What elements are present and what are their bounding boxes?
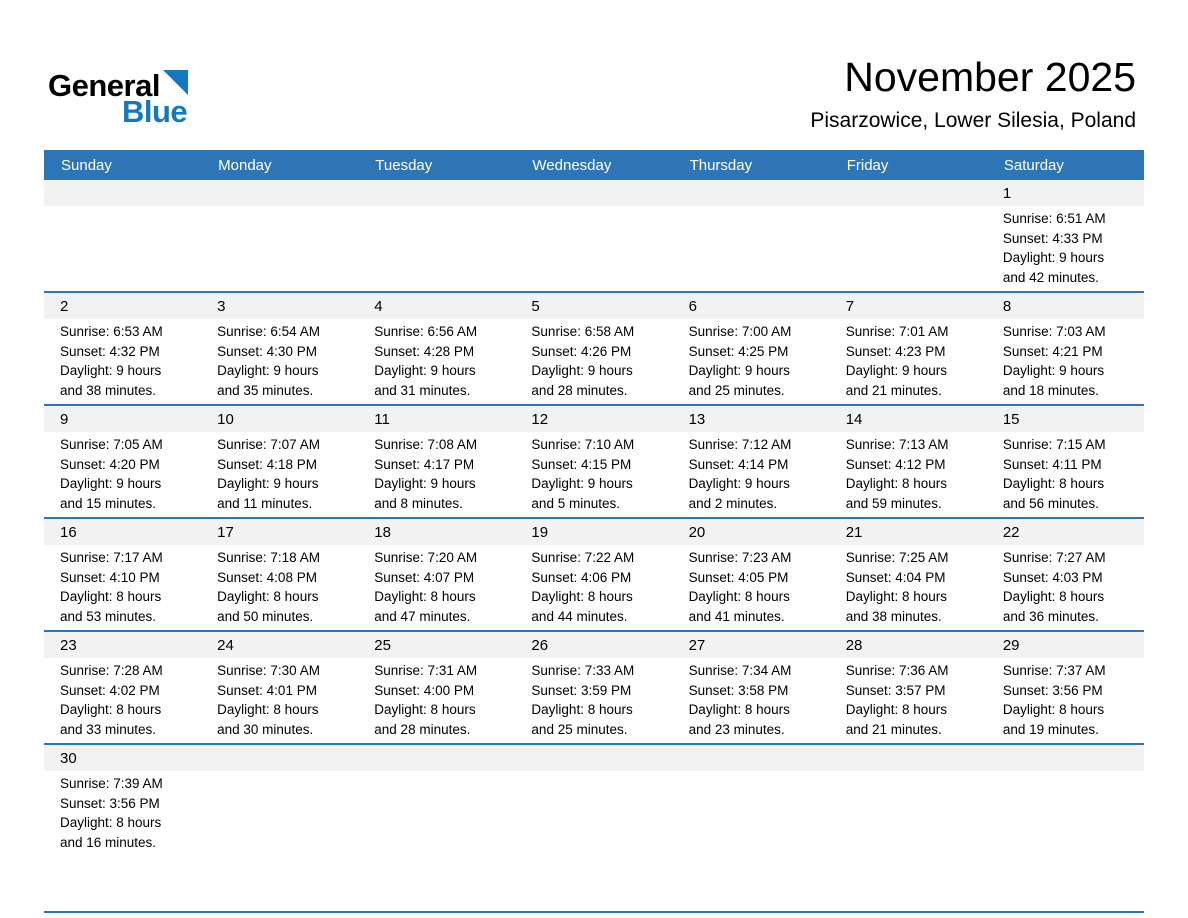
page-header [0, 0, 1188, 136]
day-detail-line: Daylight: 9 hours [60, 363, 162, 378]
day-number-band [44, 519, 1144, 545]
day-detail-line: Sunset: 4:02 PM [60, 682, 160, 698]
day-detail-line: and 44 minutes. [531, 608, 628, 624]
day-cell-17 [201, 545, 358, 630]
week-row-body [44, 319, 1144, 404]
day-detail-line: and 5 minutes. [531, 495, 620, 511]
day-cell-11 [358, 432, 515, 517]
page-subtitle: Pisarzowice, Lower Silesia, Poland [810, 109, 1136, 132]
day-detail-line: Sunset: 4:01 PM [217, 682, 317, 698]
logo-triangle-icon [163, 70, 188, 95]
day-detail-line: Sunrise: 7:08 AM [374, 437, 478, 452]
day-detail-line: Daylight: 8 hours [845, 702, 948, 717]
day-detail-line: Daylight: 8 hours [688, 589, 790, 604]
day-cell-22 [987, 545, 1144, 630]
day-cell-16 [44, 545, 201, 630]
day-number-7: 7 [845, 297, 855, 315]
day-number-band [44, 180, 1144, 206]
empty-day-cell [44, 206, 201, 291]
day-cell-24 [201, 658, 358, 743]
empty-day-cell [830, 771, 987, 911]
day-detail-line: Sunrise: 7:12 AM [688, 437, 792, 452]
week-row-body [44, 545, 1144, 630]
day-detail-line: Sunrise: 7:39 AM [60, 776, 163, 791]
week-row-5 [44, 630, 1144, 743]
day-detail-line: and 38 minutes. [845, 608, 942, 624]
day-detail-line: Daylight: 8 hours [217, 702, 319, 717]
day-cell-7 [830, 319, 987, 404]
day-detail-line: and 53 minutes. [60, 608, 157, 624]
day-detail-line: and 25 minutes. [531, 721, 628, 737]
day-number-14: 14 [845, 410, 863, 428]
day-detail-line: Daylight: 8 hours [374, 589, 476, 604]
day-detail-line: and 30 minutes. [217, 721, 314, 737]
day-detail-line: Sunset: 4:28 PM [374, 343, 475, 359]
day-detail-line: Sunset: 3:59 PM [531, 682, 632, 698]
week-row-body [44, 432, 1144, 517]
day-number-5: 5 [531, 297, 540, 315]
day-detail-line: and 36 minutes. [1002, 608, 1099, 624]
day-detail-line: and 18 minutes. [1002, 382, 1099, 398]
day-number-20: 20 [688, 523, 706, 541]
day-detail-line: and 2 minutes. [688, 495, 778, 511]
day-detail-line: Sunset: 4:21 PM [1002, 343, 1103, 359]
day-detail-line: and 33 minutes. [60, 721, 157, 737]
day-detail-line: Sunset: 4:04 PM [845, 569, 946, 585]
day-detail-line: Sunset: 4:11 PM [1002, 456, 1102, 472]
day-detail-line: Sunrise: 7:22 AM [531, 550, 635, 565]
weekday-header-tuesday: Tuesday [375, 156, 433, 174]
week-row-6 [44, 743, 1144, 911]
day-detail-line: Sunrise: 7:23 AM [688, 550, 792, 565]
weekday-header-sunday: Sunday [61, 156, 112, 174]
day-detail-line: Sunset: 4:00 PM [374, 682, 475, 698]
week-row-3 [44, 404, 1144, 517]
day-detail-line: Sunrise: 6:56 AM [374, 324, 478, 339]
day-detail-line: Daylight: 8 hours [60, 702, 162, 717]
logo-text-blue: Blue [122, 94, 188, 129]
week-row-body [44, 658, 1144, 743]
day-detail-line: Sunrise: 7:13 AM [845, 437, 949, 452]
day-detail-line: Daylight: 9 hours [688, 363, 790, 378]
day-detail-line: and 31 minutes. [374, 382, 471, 398]
day-detail-line: and 56 minutes. [1002, 495, 1099, 511]
day-detail-line: Sunrise: 7:31 AM [374, 663, 478, 678]
day-cell-25 [358, 658, 515, 743]
day-detail-line: Sunrise: 7:15 AM [1002, 437, 1106, 452]
day-detail-line: Sunrise: 7:07 AM [217, 437, 320, 452]
day-cell-9 [44, 432, 201, 517]
empty-day-cell [201, 771, 358, 911]
day-detail-line: and 16 minutes. [60, 834, 157, 850]
day-detail-line: Sunrise: 7:01 AM [845, 324, 949, 339]
day-detail-line: and 59 minutes. [845, 495, 942, 511]
logo-text-general: General [48, 68, 160, 103]
day-number-4: 4 [374, 297, 383, 315]
day-detail-line: Sunset: 4:03 PM [1002, 569, 1103, 585]
day-detail-line: and 42 minutes. [1002, 269, 1099, 285]
day-detail-line: Daylight: 8 hours [60, 589, 162, 604]
day-detail-line: and 41 minutes. [688, 608, 785, 624]
day-detail-line: Sunrise: 6:51 AM [1002, 211, 1106, 226]
day-detail-line: Daylight: 8 hours [217, 589, 319, 604]
day-detail-line: Sunset: 4:33 PM [1002, 230, 1103, 246]
day-detail-line: Sunrise: 7:36 AM [845, 663, 949, 678]
day-number-21: 21 [845, 523, 863, 541]
day-detail-line: Daylight: 8 hours [845, 476, 948, 491]
day-detail-line: and 21 minutes. [845, 382, 942, 398]
day-detail-line: Sunset: 4:23 PM [845, 343, 946, 359]
day-number-23: 23 [60, 636, 77, 654]
weekday-header-thursday: Thursday [689, 156, 753, 174]
day-number-6: 6 [688, 297, 697, 315]
day-cell-10 [201, 432, 358, 517]
day-detail-line: Daylight: 9 hours [688, 476, 790, 491]
empty-day-cell [201, 206, 358, 291]
day-number-18: 18 [374, 523, 391, 541]
day-detail-line: Sunrise: 7:25 AM [845, 550, 949, 565]
day-detail-line: Daylight: 9 hours [217, 476, 319, 491]
day-detail-line: Sunset: 4:08 PM [217, 569, 317, 585]
day-detail-line: Daylight: 9 hours [374, 363, 476, 378]
day-detail-line: Sunset: 4:05 PM [688, 569, 789, 585]
empty-day-cell [987, 771, 1144, 911]
day-detail-line: and 21 minutes. [845, 721, 942, 737]
day-detail-line: and 25 minutes. [688, 382, 785, 398]
day-number-10: 10 [217, 410, 234, 428]
title-block [810, 54, 1136, 136]
day-detail-line: Daylight: 9 hours [531, 363, 633, 378]
day-detail-line: Sunset: 3:56 PM [60, 795, 160, 811]
day-detail-line: Sunrise: 6:58 AM [531, 324, 635, 339]
day-detail-line: and 8 minutes. [374, 495, 463, 511]
day-number-band [44, 293, 1144, 319]
day-detail-line: Sunset: 4:06 PM [531, 569, 632, 585]
day-detail-line: Sunrise: 7:03 AM [1002, 324, 1106, 339]
day-detail-line: Sunset: 4:10 PM [60, 569, 160, 585]
day-detail-line: and 38 minutes. [60, 382, 157, 398]
weekday-header-wednesday: Wednesday [532, 156, 612, 174]
day-detail-line: Daylight: 8 hours [531, 702, 633, 717]
day-cell-18 [358, 545, 515, 630]
day-number-band [44, 406, 1144, 432]
day-detail-line: Sunset: 4:26 PM [531, 343, 632, 359]
day-detail-line: Sunrise: 7:20 AM [374, 550, 478, 565]
day-detail-line: Sunset: 4:07 PM [374, 569, 475, 585]
day-detail-line: Sunset: 4:25 PM [688, 343, 789, 359]
day-detail-line: Sunrise: 6:53 AM [60, 324, 163, 339]
day-detail-line: Sunrise: 7:27 AM [1002, 550, 1106, 565]
day-cell-8 [987, 319, 1144, 404]
day-detail-line: Daylight: 9 hours [1002, 363, 1105, 378]
day-detail-line: and 35 minutes. [217, 382, 314, 398]
empty-day-cell [673, 771, 830, 911]
day-number-17: 17 [217, 523, 234, 541]
week-row-body [44, 206, 1144, 291]
day-detail-line: Sunset: 4:12 PM [845, 456, 946, 472]
day-number-12: 12 [531, 410, 549, 428]
weekday-header-monday: Monday [218, 156, 272, 174]
day-detail-line: and 15 minutes. [60, 495, 157, 511]
day-detail-line: Daylight: 8 hours [60, 815, 162, 830]
day-detail-line: Sunset: 4:14 PM [688, 456, 789, 472]
day-cell-1 [987, 206, 1144, 291]
day-detail-line: Sunrise: 6:54 AM [217, 324, 320, 339]
empty-day-cell [515, 771, 672, 911]
day-detail-line: Daylight: 9 hours [374, 476, 476, 491]
day-detail-line: Daylight: 8 hours [1002, 476, 1105, 491]
day-detail-line: and 50 minutes. [217, 608, 314, 624]
week-row-body [44, 771, 1144, 911]
day-cell-15 [987, 432, 1144, 517]
empty-day-cell [673, 206, 830, 291]
day-cell-30 [44, 771, 201, 911]
day-cell-3 [201, 319, 358, 404]
day-detail-line: and 11 minutes. [217, 495, 313, 511]
day-cell-6 [673, 319, 830, 404]
day-cell-28 [830, 658, 987, 743]
week-row-2 [44, 291, 1144, 404]
day-detail-line: Sunset: 4:30 PM [217, 343, 317, 359]
page-title: November 2025 [844, 54, 1136, 100]
day-number-28: 28 [845, 636, 863, 654]
day-detail-line: Daylight: 9 hours [845, 363, 948, 378]
day-number-band [44, 632, 1144, 658]
day-detail-line: and 28 minutes. [531, 382, 628, 398]
weekday-header-friday: Friday [846, 156, 889, 174]
day-detail-line: Daylight: 8 hours [374, 702, 476, 717]
day-cell-12 [515, 432, 672, 517]
day-detail-line: Sunrise: 7:05 AM [60, 437, 163, 452]
day-detail-line: Daylight: 8 hours [845, 589, 948, 604]
day-cell-23 [44, 658, 201, 743]
empty-day-cell [515, 206, 672, 291]
day-cell-29 [987, 658, 1144, 743]
day-detail-line: Daylight: 9 hours [531, 476, 633, 491]
day-detail-line: Sunset: 3:58 PM [688, 682, 789, 698]
day-number-22: 22 [1002, 523, 1020, 541]
day-detail-line: Daylight: 8 hours [1002, 589, 1105, 604]
day-detail-line: Sunrise: 7:33 AM [531, 663, 635, 678]
day-detail-line: Sunrise: 7:17 AM [60, 550, 163, 565]
day-detail-line: Daylight: 8 hours [1002, 702, 1105, 717]
day-number-26: 26 [531, 636, 549, 654]
day-detail-line: Sunrise: 7:28 AM [60, 663, 163, 678]
day-detail-line: Daylight: 9 hours [60, 476, 162, 491]
day-cell-19 [515, 545, 672, 630]
day-detail-line: Sunrise: 7:34 AM [688, 663, 792, 678]
day-number-3: 3 [217, 297, 226, 315]
empty-day-cell [358, 206, 515, 291]
day-number-2: 2 [60, 297, 69, 315]
day-number-24: 24 [217, 636, 234, 654]
day-detail-line: Daylight: 9 hours [1002, 250, 1105, 265]
day-number-band [44, 745, 1144, 771]
day-detail-line: and 28 minutes. [374, 721, 471, 737]
day-detail-line: Sunrise: 7:37 AM [1002, 663, 1106, 678]
day-detail-line: and 19 minutes. [1002, 721, 1099, 737]
week-row-4 [44, 517, 1144, 630]
day-cell-4 [358, 319, 515, 404]
day-cell-27 [673, 658, 830, 743]
day-number-30: 30 [60, 749, 77, 767]
empty-day-cell [358, 771, 515, 911]
day-detail-line: Sunset: 3:56 PM [1002, 682, 1103, 698]
day-detail-line: Sunset: 4:17 PM [374, 456, 475, 472]
day-detail-line: Sunrise: 7:10 AM [531, 437, 635, 452]
day-number-9: 9 [60, 410, 69, 428]
day-number-29: 29 [1002, 636, 1020, 654]
day-detail-line: and 47 minutes. [374, 608, 471, 624]
day-number-19: 19 [531, 523, 549, 541]
day-number-27: 27 [688, 636, 706, 654]
day-detail-line: Sunset: 3:57 PM [845, 682, 946, 698]
day-detail-line: Sunrise: 7:18 AM [217, 550, 320, 565]
day-detail-line: and 23 minutes. [688, 721, 785, 737]
day-detail-line: Sunrise: 7:00 AM [688, 324, 792, 339]
day-number-25: 25 [374, 636, 391, 654]
day-cell-21 [830, 545, 987, 630]
calendar-table [44, 150, 1144, 913]
day-cell-5 [515, 319, 672, 404]
calendar-weeks [44, 180, 1144, 911]
day-cell-13 [673, 432, 830, 517]
day-detail-line: Sunset: 4:20 PM [60, 456, 160, 472]
weekday-header-row [44, 150, 1144, 180]
day-detail-line: Sunrise: 7:30 AM [217, 663, 320, 678]
empty-day-cell [830, 206, 987, 291]
day-cell-26 [515, 658, 672, 743]
day-detail-line: Sunset: 4:15 PM [531, 456, 632, 472]
day-number-15: 15 [1002, 410, 1020, 428]
day-cell-2 [44, 319, 201, 404]
day-detail-line: Sunset: 4:18 PM [217, 456, 317, 472]
weekday-header-saturday: Saturday [1003, 156, 1064, 174]
week-row-1 [44, 180, 1144, 291]
day-detail-line: Daylight: 8 hours [688, 702, 790, 717]
day-number-16: 16 [60, 523, 77, 541]
day-number-13: 13 [688, 410, 706, 428]
day-number-1: 1 [1002, 184, 1012, 202]
day-detail-line: Daylight: 9 hours [217, 363, 319, 378]
day-detail-line: Daylight: 8 hours [531, 589, 633, 604]
day-number-11: 11 [374, 410, 390, 428]
day-cell-20 [673, 545, 830, 630]
general-blue-logo [48, 70, 188, 127]
day-number-8: 8 [1002, 297, 1012, 315]
day-detail-line: Sunset: 4:32 PM [60, 343, 160, 359]
day-cell-14 [830, 432, 987, 517]
